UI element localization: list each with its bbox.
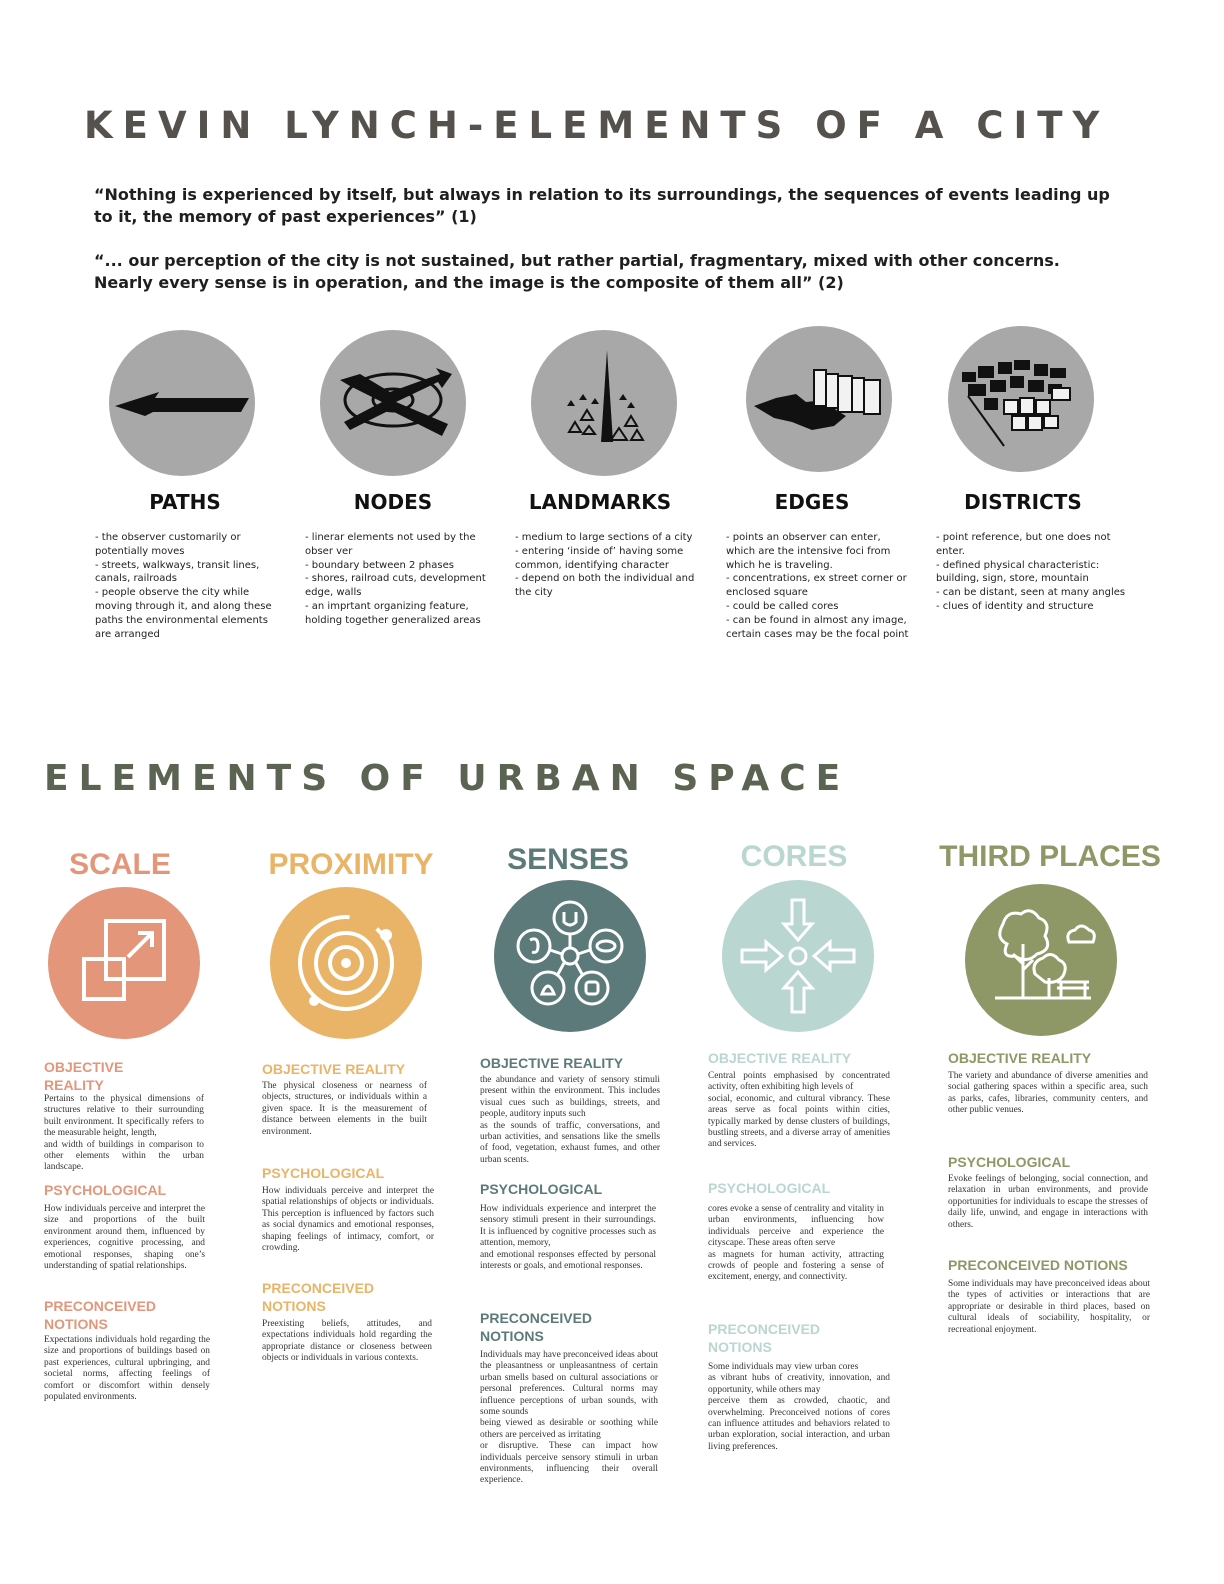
third-places-psychological-text: Evoke feelings of belonging, social connection, and relaxation in urban environments, and provide opportunities for individuals to escape the stresses of daily life, unwind, and engage in interactions with others. bbox=[948, 1174, 1148, 1230]
districts-title: DISTRICTS bbox=[964, 490, 1082, 514]
nodes-text: - linerar elements not used by the obser ver - boundary between 2 phases - shores, railroad cuts, development edge, walls - an imprtant organizing feature, holding together generalized areas bbox=[305, 532, 486, 626]
scale-circle bbox=[48, 887, 200, 1039]
edges-title: EDGES bbox=[774, 490, 850, 514]
paths-text: - the observer customarily or potentially moves - streets, walkways, transit lines, canals, railroads - people observe the city while moving through it, and along these paths the environmental elements are arranged bbox=[95, 532, 272, 640]
proximity-objective-text: The physical closeness or nearness of objects, structures, or individuals within a given space. It is the measurement of distance between elements in the built environment. bbox=[262, 1081, 427, 1137]
cores-objective-text: Central points emphasised by concentrated activity, often exhibiting high levels of social, economic, and cultural vibrancy. These areas serve as focal points within cities, typically marked by dense clusters of buildings, bustling streets, and a diverse array of amenities and services. bbox=[708, 1071, 890, 1150]
nodes-circle bbox=[320, 330, 466, 476]
proximity-objective-heading: OBJECTIVE REALITY bbox=[262, 1061, 406, 1077]
senses-objective-text: the abundance and variety of sensory stimuli present within the environment. This includes visual cues such as buildings, streets, and people, auditory inputs such as the sounds of traffic, conversations, and urban activities, and sensations like the smells of food, vegetation, exhaust fumes, and other urban scents. bbox=[480, 1075, 660, 1165]
park-icon bbox=[965, 884, 1117, 1036]
city-block-icon bbox=[948, 326, 1094, 472]
proximity-preconceived-heading: PRECONCEIVED NOTIONS bbox=[262, 1280, 375, 1314]
section-title: ELEMENTS OF URBAN SPACE bbox=[44, 758, 851, 799]
senses-preconceived-heading: PRECONCEIVED NOTIONS bbox=[480, 1310, 593, 1344]
senses-preconceived-text: Individuals may have preconceived ideas about the pleasantness or unpleasantness of certain urban smells based on cultural associations or personal preferences. Cultural norms may influence perceptions of urban sounds, with some sounds being viewed as desirable or soothing while others are perceived as irritating or disruptive. These can impact how individuals perceive sensory stimuli in urban environments, influencing their overall experience. bbox=[480, 1350, 658, 1486]
page-title: KEVIN LYNCH-ELEMENTS OF A CITY bbox=[84, 104, 1110, 147]
cores-title: CORES bbox=[740, 840, 848, 873]
scale-psychological-text: How individuals perceive and interpret the size and proportions of the built environment around them, influenced by experiences, cognitive processing, and emotional responses, shaping one’s understanding of spatial relationships. bbox=[44, 1204, 205, 1272]
cores-psychological-text: cores evoke a sense of centrality and vitality in urban environments, influencing how individuals perceive and experience the cityscape. These areas often serve as magnets for human activity, attracting crowds of people and fostering a sense of excitement, energy, and connectivity. bbox=[708, 1204, 884, 1283]
senses-title: SENSES bbox=[507, 843, 629, 876]
third-places-objective-text: The variety and abundance of diverse amenities and social gathering spaces within a specific area, such as parks, cafes, libraries, community centers, and other public venues. bbox=[948, 1071, 1148, 1116]
proximity-psychological-text: How individuals perceive and interpret the spatial relationships of objects or individuals. This perception is influenced by factors such as social dynamics and emotional responses, shaping feelings of intimacy, comfort, or crowding. bbox=[262, 1186, 434, 1254]
cores-objective-heading: OBJECTIVE REALITY bbox=[708, 1050, 852, 1066]
scale-title: SCALE bbox=[69, 848, 171, 881]
third-places-title: THIRD PLACES bbox=[939, 840, 1161, 873]
senses-icon bbox=[494, 880, 646, 1032]
buildings-icon bbox=[746, 326, 892, 472]
proximity-title: PROXIMITY bbox=[268, 848, 434, 881]
senses-psychological-heading: PSYCHOLOGICAL bbox=[480, 1181, 603, 1197]
senses-circle bbox=[494, 880, 646, 1032]
third-places-psychological-heading: PSYCHOLOGICAL bbox=[948, 1154, 1071, 1170]
cores-preconceived-text: Some individuals may view urban cores as vibrant hubs of creativity, innovation, and opportunity, while others may perceive them as crowded, chaotic, and overwhelming. Preconceived notions of cores can influence attitudes and behaviors related to urban exploration, social interaction, and urban living preferences. bbox=[708, 1362, 890, 1452]
cores-psychological-heading: PSYCHOLOGICAL bbox=[708, 1180, 831, 1196]
converge-arrows-icon bbox=[722, 880, 874, 1032]
cores-preconceived-heading: PRECONCEIVED NOTIONS bbox=[708, 1321, 821, 1355]
cores-circle bbox=[722, 880, 874, 1032]
proximity-psychological-heading: PSYCHOLOGICAL bbox=[262, 1165, 385, 1181]
third-places-objective-heading: OBJECTIVE REALITY bbox=[948, 1050, 1092, 1066]
districts-circle bbox=[948, 326, 1094, 472]
paths-circle bbox=[109, 330, 255, 476]
paths-title: PATHS bbox=[149, 490, 221, 514]
scale-objective-text: Pertains to the physical dimensions of structures relative to their surrounding built environment. It specifically refers to the measurable height, length, and width of buildings in comparison to other elements within the urban landscape. bbox=[44, 1094, 204, 1173]
scale-icon bbox=[48, 887, 200, 1039]
scale-psychological-heading: PSYCHOLOGICAL bbox=[44, 1182, 167, 1198]
landmarks-title: LANDMARKS bbox=[528, 490, 672, 514]
third-places-circle bbox=[965, 884, 1117, 1036]
senses-psychological-text: How individuals experience and interpret the sensory stimuli present in their surroundings. It is influenced by cognitive processes such as attention, memory, and emotional responses effected by personal interests or goals, and emotional responses. bbox=[480, 1204, 656, 1272]
landmarks-text: - medium to large sections of a city - entering ‘inside of’ having some common, identifying character - depend on both the individual and the city bbox=[515, 532, 695, 599]
proximity-preconceived-text: Preexisting beliefs, attitudes, and expectations individuals hold regarding the appropriate distance or closeness between objects or individuals in various contexts. bbox=[262, 1319, 432, 1364]
orbit-icon bbox=[270, 887, 422, 1039]
quote-2: “... our perception of the city is not sustained, but rather partial, fragmentary, mixed with other concerns. Nearly every sense is in operation, and the image is the composite of them all” (2) bbox=[94, 251, 1060, 292]
quote-1: “Nothing is experienced by itself, but always in relation to its surroundings, the sequences of events leading up to it, the memory of past experiences” (1) bbox=[94, 185, 1110, 226]
arrow-icon bbox=[109, 330, 255, 476]
districts-text: - point reference, but one does not enter. - defined physical characteristic: building, sign, store, mountain - can be distant, seen at many angles - clues of identity and structure bbox=[936, 532, 1126, 612]
third-places-preconceived-text: Some individuals may have preconceived ideas about the types of activities or interactions that are appropriate or desirable in third places, based on cultural ideals of sociability, hospitality, or recreational enjoyment. bbox=[948, 1279, 1150, 1335]
edges-text: - points an observer can enter, which are the intensive foci from which he is traveling. - concentrations, ex street corner or enclosed square - could be called cores - can be found in almost any image, certain cases may be the focal point bbox=[726, 532, 909, 640]
nodes-title: NODES bbox=[353, 490, 433, 514]
scale-objective-heading: OBJECTIVE REALITY bbox=[44, 1059, 124, 1093]
third-places-preconceived-heading: PRECONCEIVED NOTIONS bbox=[948, 1257, 1128, 1273]
tower-icon bbox=[531, 330, 677, 476]
edges-circle bbox=[746, 326, 892, 472]
proximity-circle bbox=[270, 887, 422, 1039]
landmarks-circle bbox=[531, 330, 677, 476]
scale-preconceived-heading: PRECONCEIVED NOTIONS bbox=[44, 1298, 157, 1332]
scale-preconceived-text: Expectations individuals hold regarding the size and proportions of buildings based on past experiences, cultural upbringing, and societal norms, affecting feelings of comfort or discomfort within densely populated environments. bbox=[44, 1335, 210, 1403]
senses-objective-heading: OBJECTIVE REALITY bbox=[480, 1055, 624, 1071]
intersection-icon bbox=[320, 330, 466, 476]
